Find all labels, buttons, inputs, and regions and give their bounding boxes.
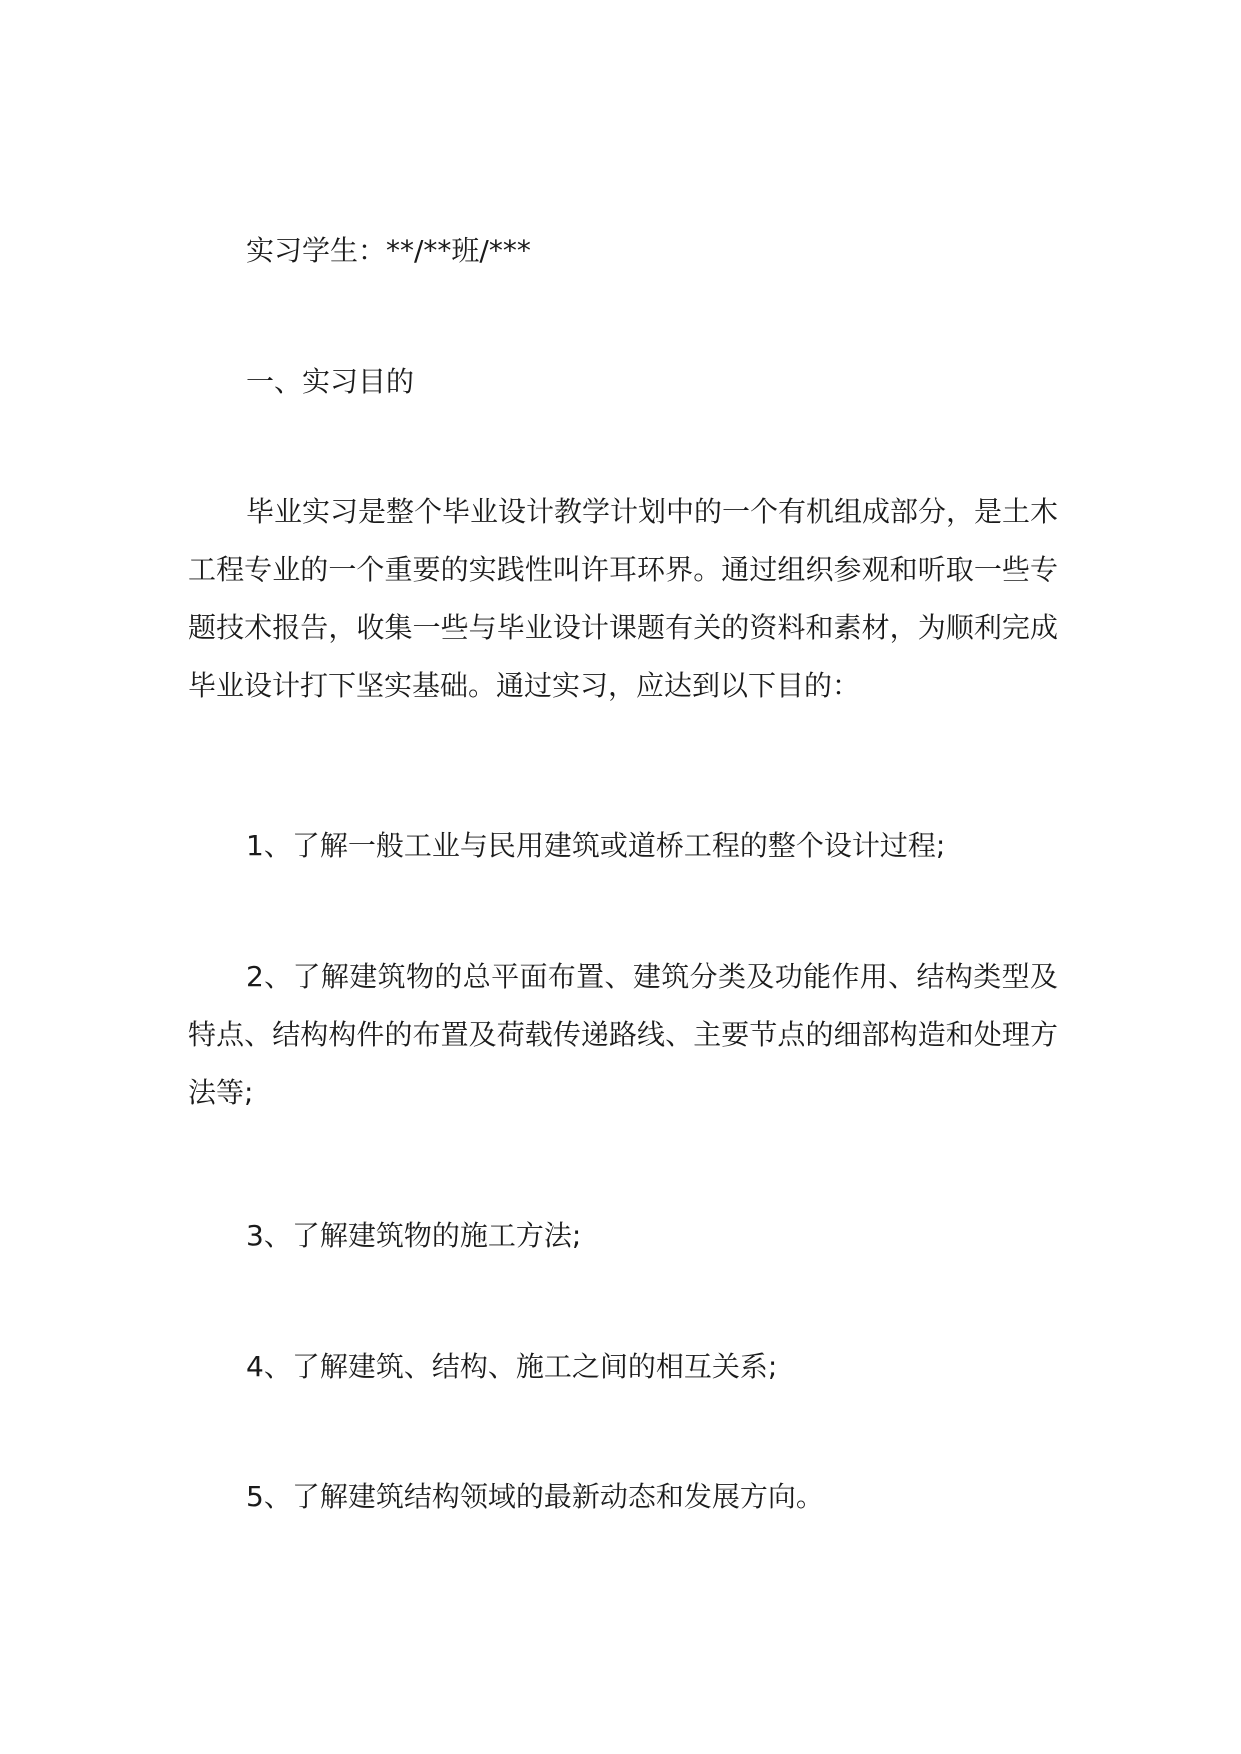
goal-item-1: 1、了解一般工业与民用建筑或道桥工程的整个设计过程;	[246, 829, 946, 862]
student-line: 实习学生：**/**班/***	[246, 234, 531, 267]
goal-item-3: 3、了解建筑物的施工方法;	[246, 1219, 582, 1252]
goal-item-5: 5、了解建筑结构领域的最新动态和发展方向。	[246, 1480, 824, 1513]
intro-paragraph: 毕业实习是整个毕业设计教学计划中的一个有机组成部分，是土木工程专业的一个重要的实践性叫许耳环界。通过组织参观和听取一些专题技术报告，收集一些与毕业设计课题有关的资料和素材，为顺利完成毕业设计打下坚实基础。通过实习，应达到以下目的：	[188, 495, 1059, 702]
goal-item-2: 2、了解建筑物的总平面布置、建筑分类及功能作用、结构类型及特点、结构构件的布置及荷载传递路线、主要节点的细部构造和处理方法等;	[188, 960, 1058, 1109]
section-heading: 一、实习目的	[246, 365, 415, 398]
goal-item-4: 4、了解建筑、结构、施工之间的相互关系;	[246, 1350, 778, 1383]
